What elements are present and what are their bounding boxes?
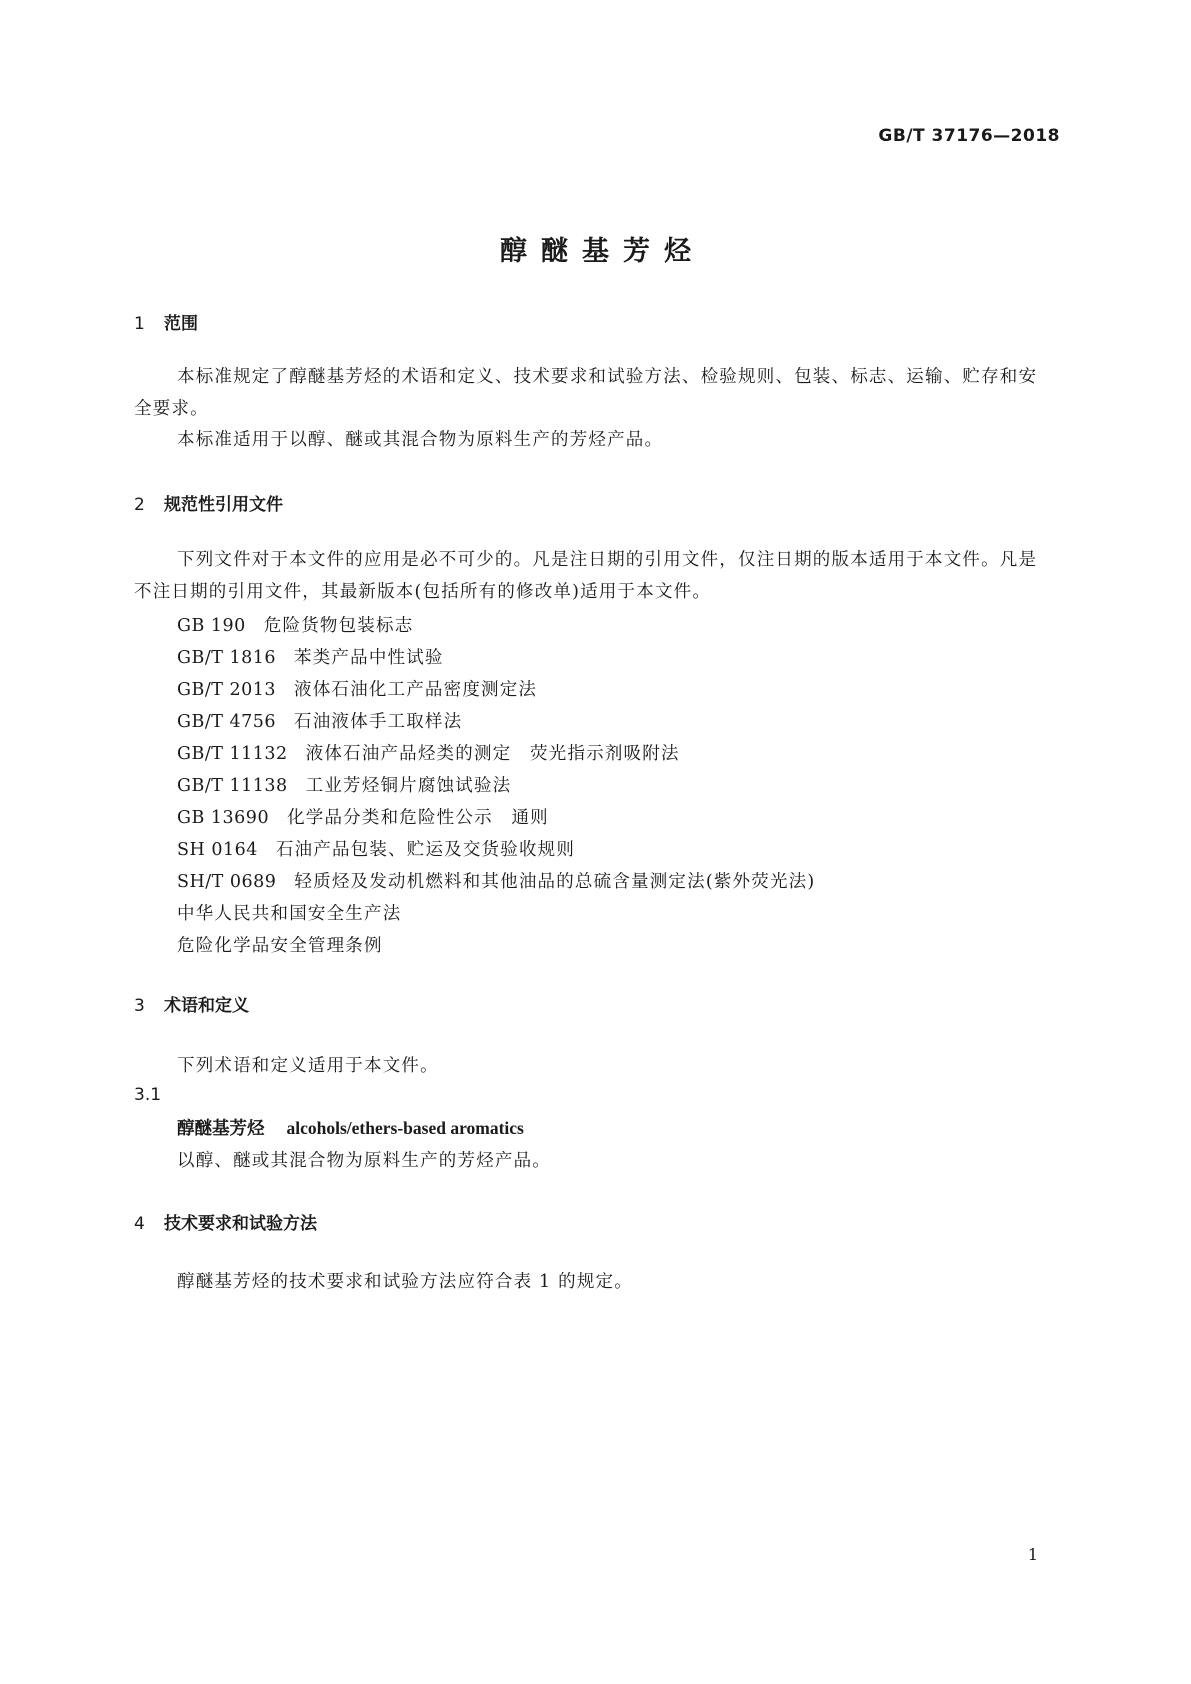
reference-title: 苯类产品中性试验	[294, 648, 444, 668]
reference-code: GB/T 11132	[177, 744, 288, 764]
section-title: 术语和定义	[164, 996, 249, 1016]
reference-code: GB/T 11138	[177, 776, 288, 796]
section-3-heading	[134, 991, 249, 1016]
reference-item	[177, 804, 549, 829]
section-4-heading	[134, 1209, 317, 1234]
reference-title: 轻质烃及发动机燃料和其他油品的总硫含量测定法(紫外荧光法)	[294, 872, 816, 892]
page-number: 1	[1027, 1545, 1038, 1564]
section-2-heading	[134, 490, 283, 515]
law-item: 中华人民共和国安全生产法	[177, 904, 402, 924]
law-item: 危险化学品安全管理条例	[177, 936, 383, 956]
section-4-paragraph: 醇醚基芳烃的技术要求和试验方法应符合表 1 的规定。	[177, 1272, 633, 1292]
clause-number: 3.1	[134, 1085, 162, 1105]
reference-item	[177, 708, 462, 733]
reference-item	[177, 772, 511, 797]
reference-code: SH/T 0689	[177, 872, 277, 892]
reference-item	[177, 740, 680, 765]
reference-code: SH 0164	[177, 840, 258, 860]
section-title: 范围	[164, 314, 198, 334]
document-title: 醇醚基芳烃	[500, 236, 705, 267]
section-number: 3	[134, 996, 145, 1016]
reference-code: GB 13690	[177, 808, 270, 828]
term-entry	[177, 1115, 524, 1140]
standard-code: GB/T 37176—2018	[878, 126, 1060, 146]
section-1-paragraph-1: 本标准规定了醇醚基芳烃的术语和定义、技术要求和试验方法、检验规则、包装、标志、运输、贮存和安全要求。	[134, 367, 1038, 419]
section-2-intro: 下列文件对于本文件的应用是必不可少的。凡是注日期的引用文件，仅注日期的版本适用于本文件。凡是不注日期的引用文件，其最新版本(包括所有的修改单)适用于本文件。	[134, 550, 1038, 602]
section-title: 技术要求和试验方法	[164, 1214, 317, 1234]
section-3-intro: 下列术语和定义适用于本文件。	[177, 1056, 439, 1076]
section-number: 4	[134, 1214, 145, 1234]
reference-code: GB/T 1816	[177, 648, 277, 668]
term-chinese: 醇醚基芳烃	[177, 1119, 265, 1139]
term-english: alcohols/ethers-based aromatics	[286, 1118, 524, 1138]
reference-item	[177, 868, 815, 893]
reference-item	[177, 836, 575, 861]
reference-title: 液体石油化工产品密度测定法	[294, 680, 538, 700]
reference-code: GB/T 4756	[177, 712, 277, 732]
section-title: 规范性引用文件	[164, 495, 283, 515]
reference-item	[177, 612, 413, 637]
term-definition: 以醇、醚或其混合物为原料生产的芳烃产品。	[177, 1151, 551, 1171]
reference-title: 石油产品包装、贮运及交货验收规则	[275, 840, 576, 860]
reference-item	[177, 676, 537, 701]
reference-title: 危险货物包装标志	[263, 616, 414, 636]
section-1-paragraph-2: 本标准适用于以醇、醚或其混合物为原料生产的芳烃产品。	[177, 430, 664, 450]
section-number: 1	[134, 314, 145, 334]
reference-title: 液体石油产品烃类的测定 荧光指示剂吸附法	[305, 744, 680, 764]
reference-title: 化学品分类和危险性公示 通则	[287, 808, 549, 828]
reference-title: 工业芳烃铜片腐蚀试验法	[305, 776, 512, 796]
reference-item	[177, 644, 444, 669]
section-1-heading	[134, 309, 198, 334]
reference-title: 石油液体手工取样法	[294, 712, 463, 732]
reference-code: GB/T 2013	[177, 680, 277, 700]
reference-code: GB 190	[177, 616, 246, 636]
section-number: 2	[134, 495, 145, 515]
